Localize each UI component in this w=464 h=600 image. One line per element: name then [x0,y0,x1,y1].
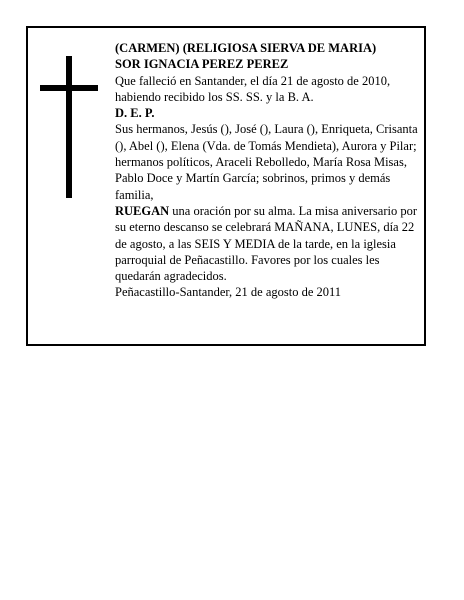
obituary-notice [26,26,426,346]
notice-text [115,40,421,301]
deceased-nickname-line: (CARMEN) (RELIGIOSA SIERVA DE MARIA) [115,41,377,55]
cross-icon [40,56,98,198]
cross-horizontal-bar [40,85,98,91]
deceased-full-name: SOR IGNACIA PEREZ PEREZ [115,57,289,72]
death-statement: Que falleció en Santander, el día 21 de agosto de 2010, habiendo recibido los SS. SS. y la B. A. [115,73,391,104]
ruegan-paragraph [115,203,421,284]
family-list: Sus hermanos, Jesús (), José (), Laura (), Enriqueta, Crisanta (), Abel (), Elena (Vda. de Tomás Mendieta), Aurora y Pilar; hermanos políticos, Araceli Rebolledo, María Rosa Misas, Pablo Doce y Martín García; sobrinos, primos y demás familia, [115,122,418,202]
cross-vertical-bar [66,56,72,198]
rest-in-peace: D. E. P. [115,106,155,121]
place-and-date: Peñacastillo-Santander, 21 de agosto de 2011 [115,285,342,300]
ruegan-text: una oración por su alma. La misa aniversario por su eterno descanso se celebrará MAÑANA, LUNES, día 22 de agosto, a las SEIS Y MEDIA de la tarde, en la iglesia parroquial de Peñacastillo. Favores por los cuales les quedarán agradecidos. [115,203,418,284]
ruegan-label: RUEGAN [115,203,170,218]
